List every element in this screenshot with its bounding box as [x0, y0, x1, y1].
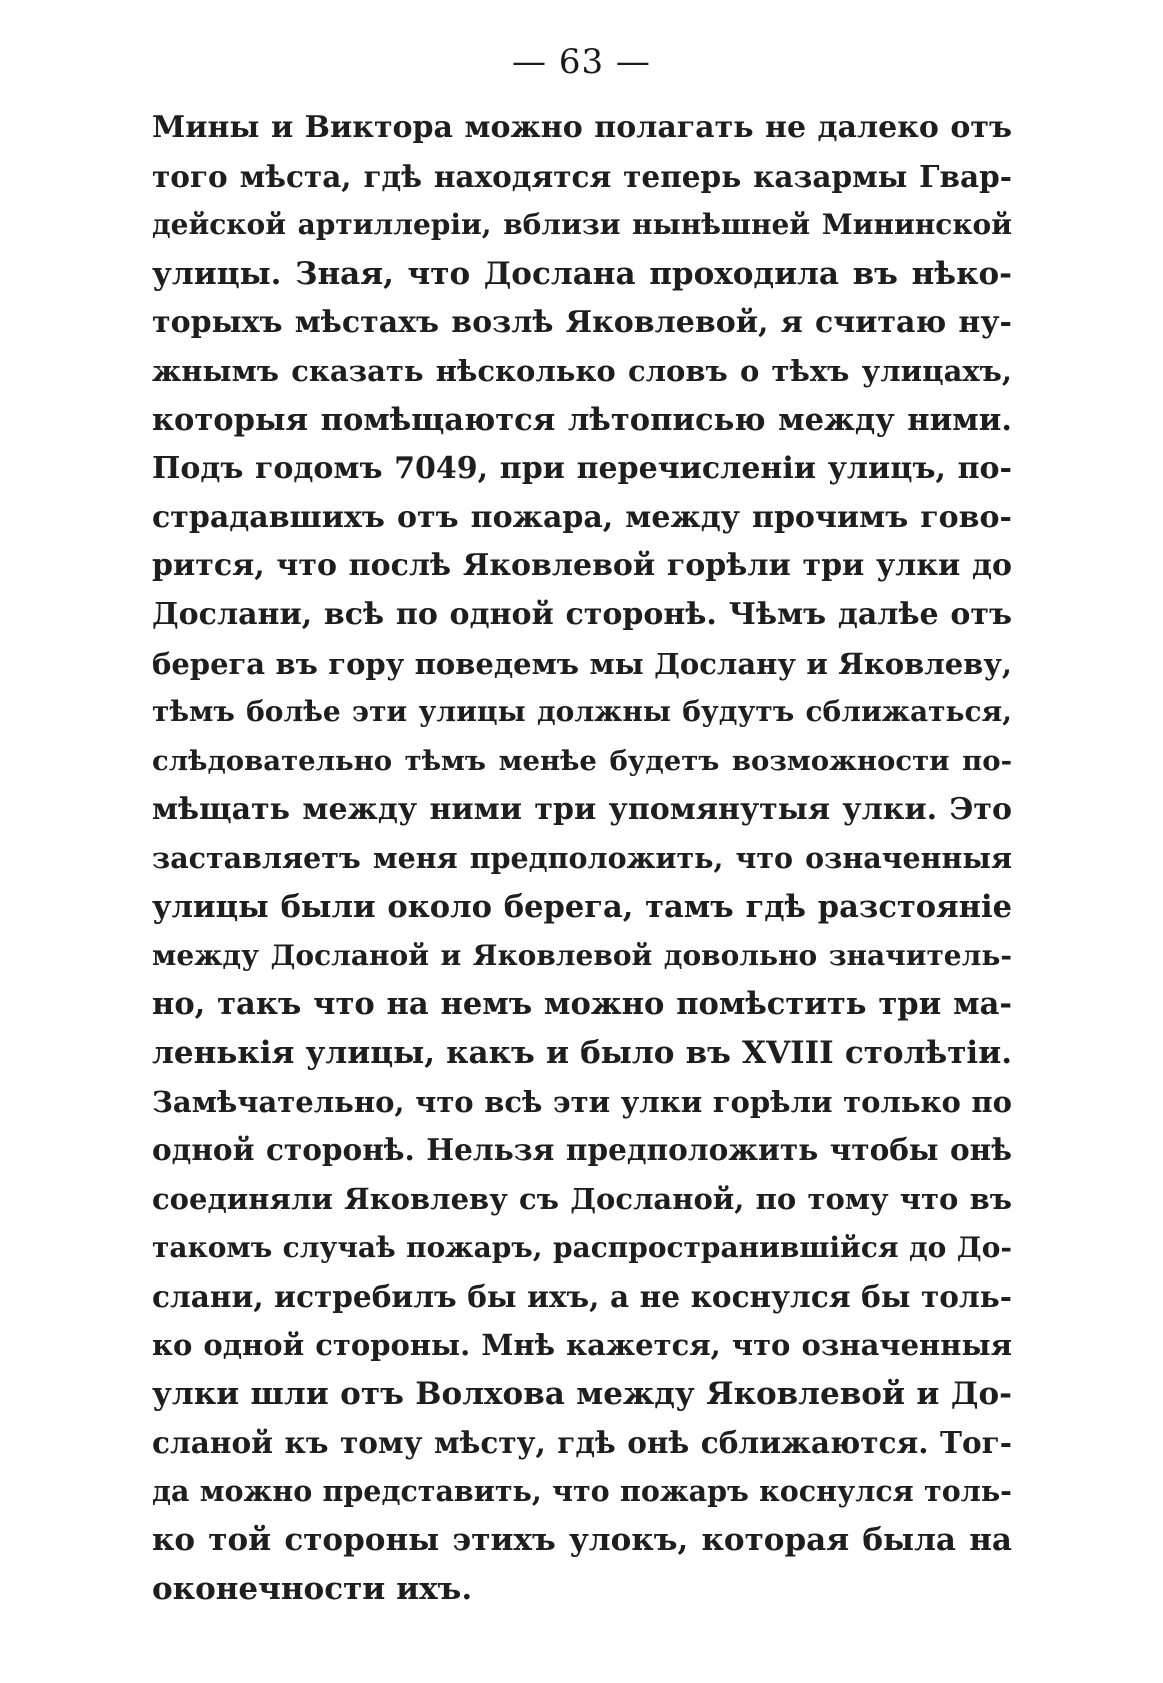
- text-line: улицы. Зная, что Дослана проходила въ нѣко-: [152, 256, 1012, 293]
- text-line: одной сторонѣ. Нельзя предположить чтобы онѣ: [152, 1132, 1012, 1168]
- text-line: заставляетъ меня предположить, что означенныя: [152, 841, 1012, 876]
- text-line: ко одной стороны. Мнѣ кажется, что означенныя: [152, 1328, 1012, 1363]
- text-line: улки шли отъ Волхова между Яковлевой и До-: [152, 1375, 1012, 1412]
- text-line: мѣщать между ними три упомянутыя улки. Это: [152, 791, 1012, 827]
- body-text: [152, 104, 1012, 1613]
- text-line: ленькія улицы, какъ и было въ XVIII столѣтіи.: [152, 1035, 1012, 1072]
- text-line: тѣмъ болѣе эти улицы должны будутъ сближаться,: [152, 695, 1012, 729]
- text-line: слани, истребилъ бы ихъ, а не коснулся бы толь-: [152, 1278, 1012, 1314]
- text-line: Замѣчательно, что всѣ эти улки горѣли только по: [152, 1084, 1012, 1119]
- text-line: Подъ годомъ 7049, при перечисленіи улицъ, по-: [152, 450, 1012, 486]
- text-line: улицы были около берега, тамъ гдѣ разстояніе: [152, 889, 1012, 925]
- text-line: между Досланой и Яковлевой довольно значитель-: [152, 938, 1012, 972]
- text-line: соединяли Яковлеву съ Досланой, по тому что въ: [152, 1182, 1012, 1217]
- text-line: ко той стороны этихъ улокъ, которая была на: [152, 1521, 1012, 1558]
- text-line: того мѣста, гдѣ находятся теперь казармы Гвар-: [152, 158, 1012, 194]
- text-line: Мины и Виктора можно полагать не далеко отъ: [152, 110, 1012, 145]
- text-line: оконечности ихъ.: [152, 1570, 473, 1607]
- page-number: — 63 —: [512, 42, 651, 82]
- text-line: слѣдовательно тѣмъ менѣе будетъ возможности по-: [152, 744, 1012, 777]
- text-line: торыхъ мѣстахъ возлѣ Яковлевой, я считаю ну-: [152, 304, 1012, 340]
- text-line: дейской артиллеріи, вблизи нынѣшней Мининской: [152, 208, 1012, 242]
- text-line: берега въ гору поведемъ мы Дослану и Яковлеву,: [152, 646, 1012, 681]
- text-line: которыя помѣщаются лѣтописью между ними.: [152, 402, 1012, 439]
- text-line: страдавшихъ отъ пожара, между прочимъ гово-: [152, 499, 1012, 535]
- text-line: да можно представить, что пожаръ коснулся толь-: [152, 1474, 1012, 1509]
- text-line: сланой къ тому мѣсту, гдѣ онѣ сближаются. Тог-: [152, 1424, 1012, 1460]
- text-line: такомъ случаѣ пожаръ, распространившійся до До-: [152, 1230, 1012, 1264]
- text-line: Дослани, всѣ по одной сторонѣ. Чѣмъ далѣе отъ: [152, 596, 1012, 632]
- text-line: но, такъ что на немъ можно помѣстить три ма-: [152, 986, 1012, 1023]
- text-line: рится, что послѣ Яковлевой горѣли три улки до: [152, 548, 1012, 584]
- text-line: жнымъ сказать нѣсколько словъ о тѣхъ улицахъ,: [152, 354, 1012, 389]
